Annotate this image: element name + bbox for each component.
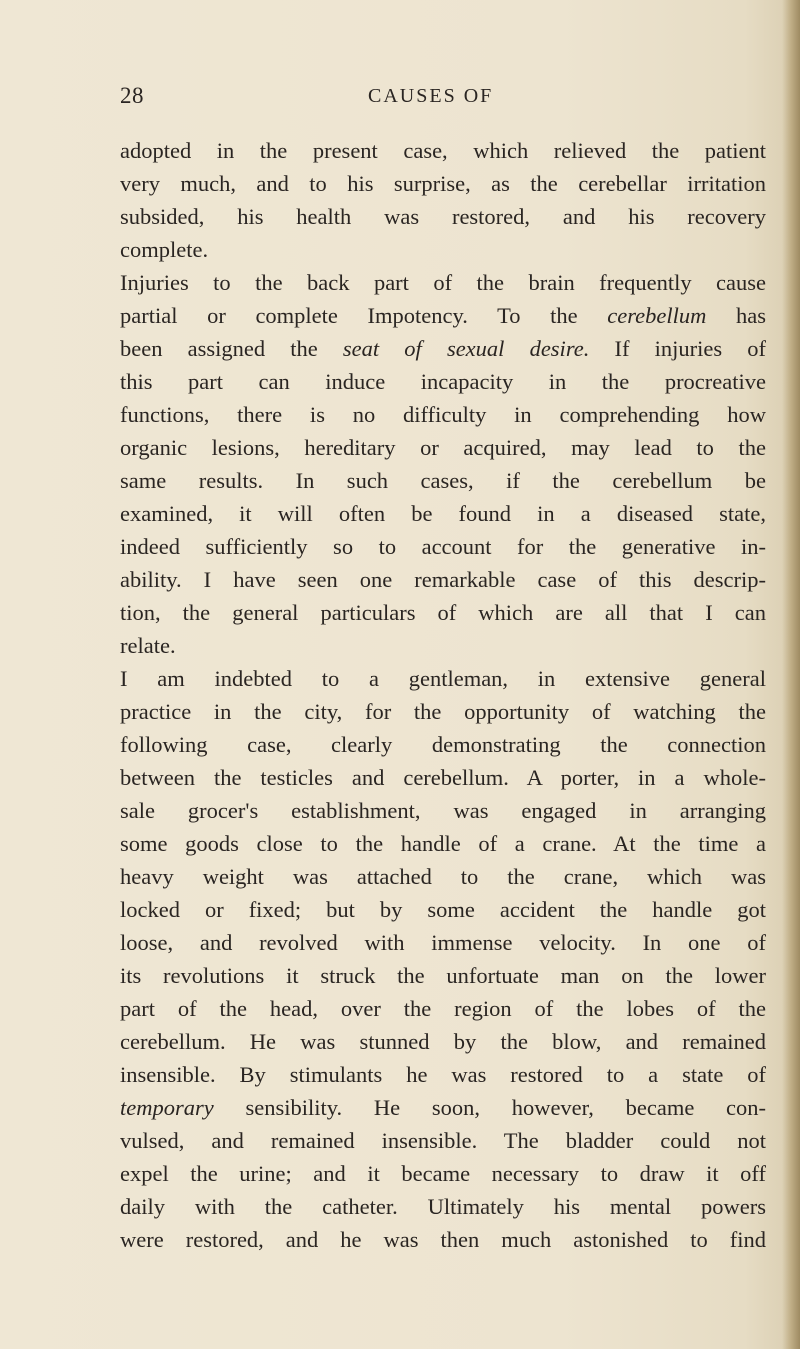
text-line: heavy weight was attached to the crane, which was (120, 864, 766, 889)
page-number: 28 (120, 83, 144, 108)
text-line: indeed sufficiently so to account for the generative in- (120, 534, 766, 559)
text-line: complete. (120, 237, 209, 262)
text-line: subsided, his health was restored, and his recovery (120, 204, 766, 229)
text-line: very much, and to his surprise, as the cerebellar irritation (120, 171, 766, 196)
text-line: ability. I have seen one remarkable case of this descrip- (120, 567, 766, 592)
text-line: insensible. By stimulants he was restored to a state of (120, 1062, 766, 1087)
text-line: adopted in the present case, which relieved the patient (120, 138, 766, 163)
text-line: Injuries to the back part of the brain frequently cause (120, 270, 766, 295)
text-line: its revolutions it struck the unfortuate man on the lower (120, 963, 766, 988)
text-line: this part can induce incapacity in the procreative (120, 369, 766, 394)
text-line: part of the head, over the region of the lobes of the (120, 996, 766, 1021)
italic-term: cerebellum (607, 303, 707, 328)
text-run: been assigned the (120, 336, 318, 361)
running-title: CAUSES OF (368, 85, 494, 107)
text-run: If injuries of (614, 336, 767, 361)
text-line: loose, and revolved with immense velocity. In one of (120, 930, 766, 955)
italic-term: seat of sexual desire. (342, 336, 590, 361)
text-line: between the testicles and cerebellum. A porter, in a whole- (120, 765, 766, 790)
running-head (120, 83, 760, 113)
text-line (120, 299, 766, 332)
text-run: has (736, 303, 767, 328)
text-line: cerebellum. He was stunned by the blow, and remained (120, 1029, 766, 1054)
text-line: I am indebted to a gentleman, in extensive general (120, 666, 766, 691)
text-line: examined, it will often be found in a diseased state, (120, 501, 766, 526)
text-line: tion, the general particulars of which are all that I can (120, 600, 766, 625)
text-line: expel the urine; and it became necessary to draw it off (120, 1161, 766, 1186)
italic-term: temporary (120, 1095, 214, 1120)
text-line: vulsed, and remained insensible. The bladder could not (120, 1128, 766, 1153)
text-line: same results. In such cases, if the cerebellum be (120, 468, 766, 493)
text-line: some goods close to the handle of a crane. At the time a (120, 831, 766, 856)
text-line: following case, clearly demonstrating the connection (120, 732, 766, 757)
text-run: sensibility. He soon, however, became con- (245, 1095, 767, 1120)
text-line (120, 332, 766, 365)
text-line: organic lesions, hereditary or acquired, may lead to the (120, 435, 766, 460)
text-line: practice in the city, for the opportunity of watching the (120, 699, 766, 724)
text-line: locked or fixed; but by some accident the handle got (120, 897, 766, 922)
body-text (120, 134, 766, 1256)
text-run: partial or complete Impotency. To the (120, 303, 578, 328)
text-line: daily with the catheter. Ultimately his mental powers (120, 1194, 766, 1219)
text-line: functions, there is no difficulty in comprehending how (120, 402, 766, 427)
text-line (120, 1091, 766, 1124)
text-line: sale grocer's establishment, was engaged in arranging (120, 798, 766, 823)
text-line: relate. (120, 633, 176, 658)
text-line: were restored, and he was then much astonished to find (120, 1227, 766, 1252)
page-edge-shadow (782, 0, 800, 1349)
